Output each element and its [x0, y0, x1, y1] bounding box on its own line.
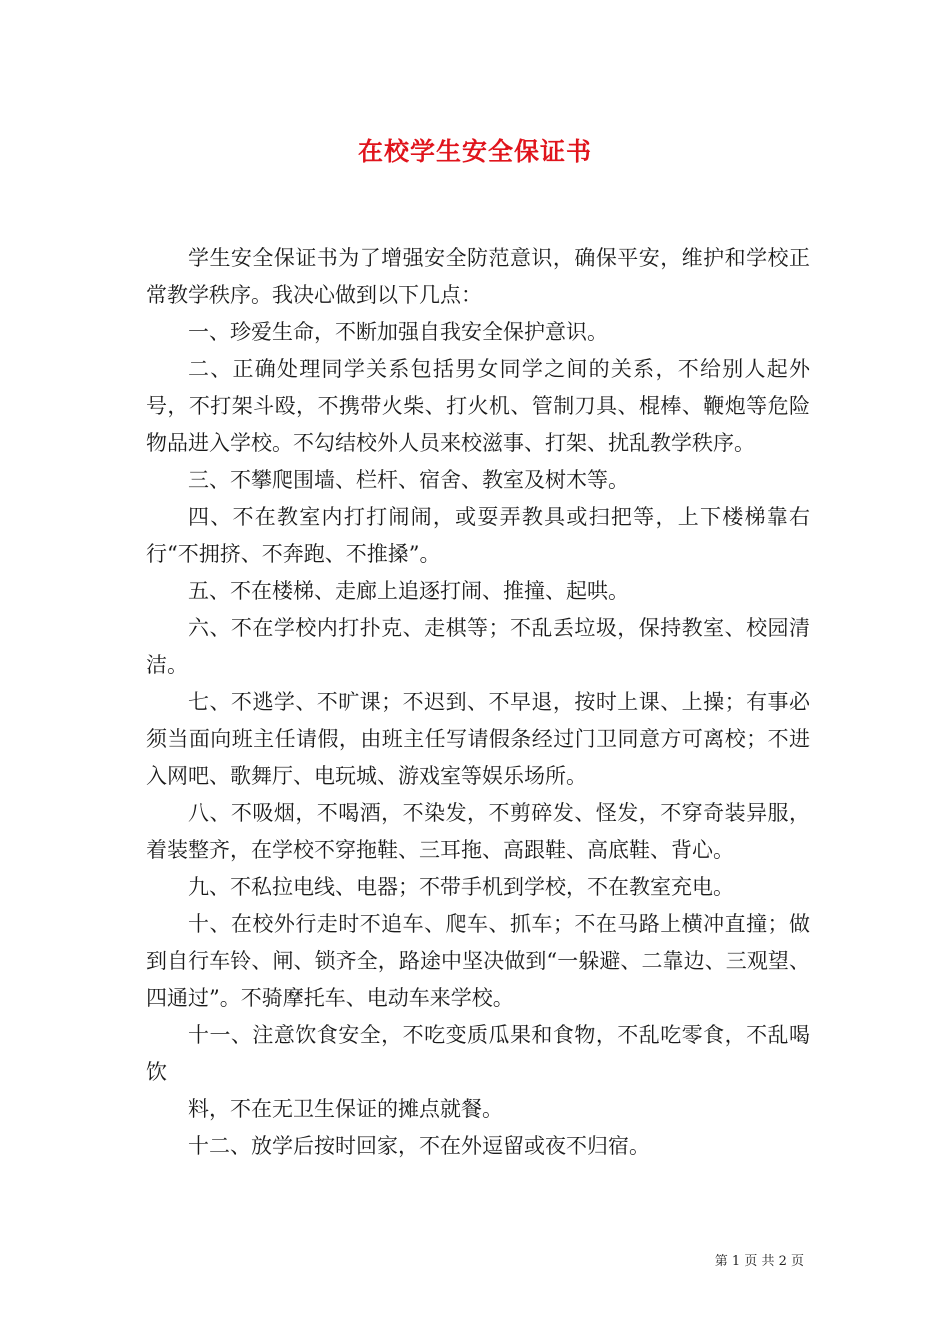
intro-paragraph: 学生安全保证书为了增强安全防范意识，确保平安，维护和学校正常教学秩序。我决心做到以下几点： — [146, 246, 810, 307]
document-title: 在校学生安全保证书 — [357, 137, 592, 166]
list-item: 三、不攀爬围墙、栏杆、宿舍、教室及树木等。 — [188, 468, 629, 492]
page-number: 第 1 页 共 2 页 — [714, 1254, 804, 1269]
list-item-continuation: 料，不在无卫生保证的摊点就餐。 — [188, 1097, 503, 1121]
list-item: 二、正确处理同学关系包括男女同学之间的关系，不给别人起外号，不打架斗殴，不携带火柴、打火机、管制刀具、棍棒、鞭炮等危险物品进入学校。不勾结校外人员来校滋事、打架、扰乱教学秩序。 — [146, 357, 810, 455]
list-item: 八、不吸烟，不喝酒，不染发，不剪碎发、怪发，不穿奇装异服，着装整齐，在学校不穿拖鞋、三耳拖、高跟鞋、高底鞋、背心。 — [146, 801, 810, 862]
document-body — [146, 240, 810, 1165]
list-item: 七、不逃学、不旷课；不迟到、不早退，按时上课、上操；有事必须当面向班主任请假，由班主任写请假条经过门卫同意方可离校；不进入网吧、歌舞厅、电玩城、游戏室等娱乐场所。 — [146, 690, 810, 788]
list-item: 四、不在教室内打打闹闹，或耍弄教具或扫把等，上下楼梯靠右行“不拥挤、不奔跑、不推搡”。 — [146, 505, 810, 566]
list-item: 十一、注意饮食安全，不吃变质瓜果和食物，不乱吃零食，不乱喝饮 — [146, 1023, 810, 1084]
list-item: 六、不在学校内打扑克、走棋等；不乱丢垃圾，保持教室、校园清洁。 — [146, 616, 810, 677]
list-item: 五、不在楼梯、走廊上追逐打闹、推撞、起哄。 — [188, 579, 629, 603]
list-item: 九、不私拉电线、电器；不带手机到学校，不在教室充电。 — [188, 875, 734, 899]
list-item: 一、珍爱生命，不断加强自我安全保护意识。 — [188, 320, 608, 344]
list-item: 十、在校外行走时不追车、爬车、抓车；不在马路上横冲直撞；做到自行车铃、闸、锁齐全，路途中坚决做到“一躲避、二靠边、三观望、四通过”。不骑摩托车、电动车来学校。 — [146, 912, 810, 1010]
list-item: 十二、放学后按时回家，不在外逗留或夜不归宿。 — [188, 1134, 650, 1158]
